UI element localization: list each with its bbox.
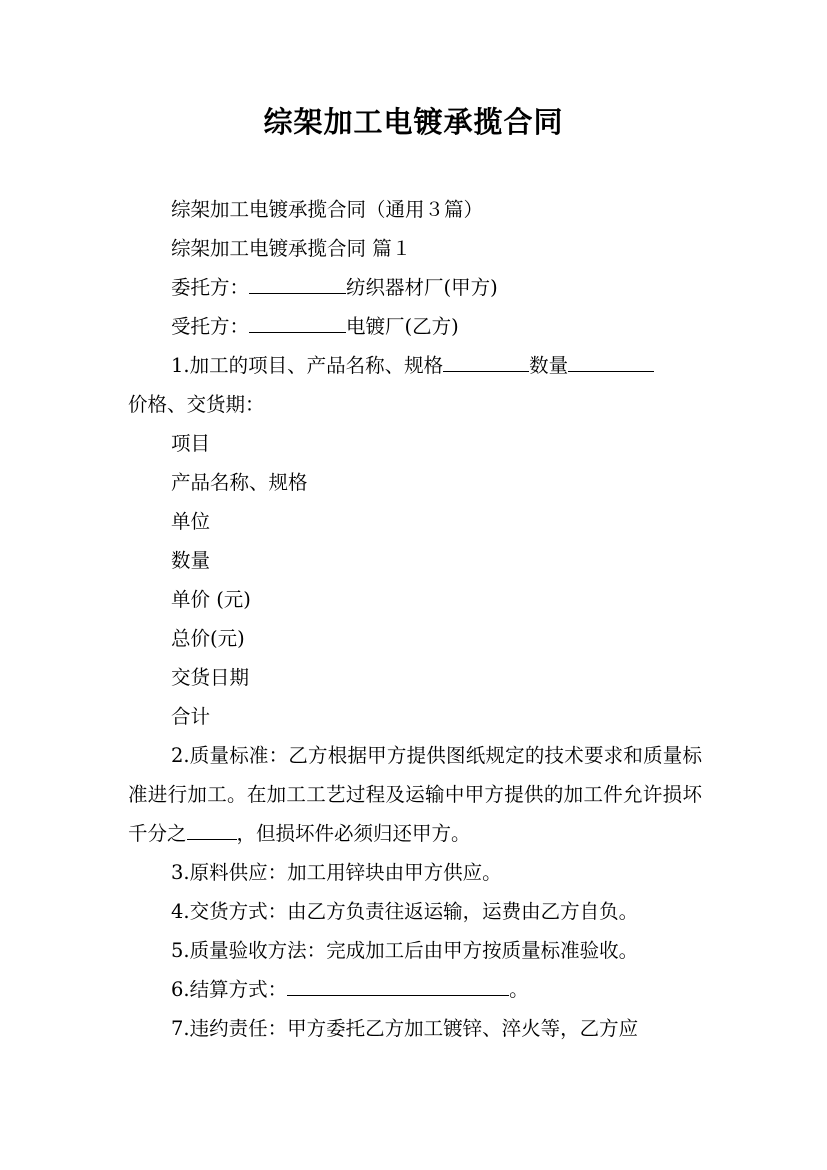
clause-1-continuation: 价格、交货期： [128,393,265,416]
clause-4: 4.交货方式：由乙方负责往返运输，运费由乙方自负。 [171,900,639,923]
table-item: 产品名称、规格 [171,471,308,494]
table-item: 合计 [171,705,211,728]
clause-1-text: 1.加工的项目、产品名称、规格 [171,354,444,377]
clause-5: 5.质量验收方法：完成加工后由甲方按质量标准验收。 [171,939,639,962]
contractor-blank [249,310,346,333]
contractor-label: 受托方： [171,315,250,338]
section-heading: 综架加工电镀承揽合同 篇１ [171,237,412,260]
quantity-blank [568,349,654,372]
document-subtitle: 综架加工电镀承揽合同（通用３篇） [171,198,484,221]
table-item: 单位 [171,510,211,533]
client-line [128,268,702,307]
clause-1-quantity: 数量 [529,354,569,377]
contractor-name: 电镀厂(乙方) [346,315,459,338]
client-label: 委托方： [171,276,250,299]
settlement-blank [287,973,509,996]
contractor-line [128,307,702,346]
clause-6-label: 6.结算方式： [171,978,288,1001]
table-item: 数量 [171,549,211,572]
client-blank [249,271,346,294]
clause-7: 7.违约责任：甲方委托乙方加工镀锌、淬火等，乙方应 [171,1017,639,1040]
clause-6 [128,970,702,1009]
table-item: 单价 (元) [171,588,251,611]
spec-blank [443,349,529,372]
clause-3: 3.原料供应：加工用锌块由甲方供应。 [171,861,502,884]
table-item: 交货日期 [171,666,250,689]
table-item: 总价(元) [171,627,245,650]
table-item: 项目 [171,432,211,455]
clause-6-end: 。 [509,978,529,1001]
clause-2-end: ，但损坏件必须归还甲方。 [236,822,471,845]
document-body [128,190,702,1048]
clause-1-line [128,346,702,385]
clause-2-text: 2.质量标准：乙方根据甲方提供图纸规定的技术要求和质量标准进行加工。在加工工艺过程及运输中甲方提供的加工件允许损坏千分之 [128,744,702,845]
document-title: 综架加工电镀承揽合同 [263,105,564,139]
clause-2 [128,736,702,853]
client-name: 纺织器材厂(甲方) [346,276,498,299]
damage-rate-blank [187,817,237,840]
